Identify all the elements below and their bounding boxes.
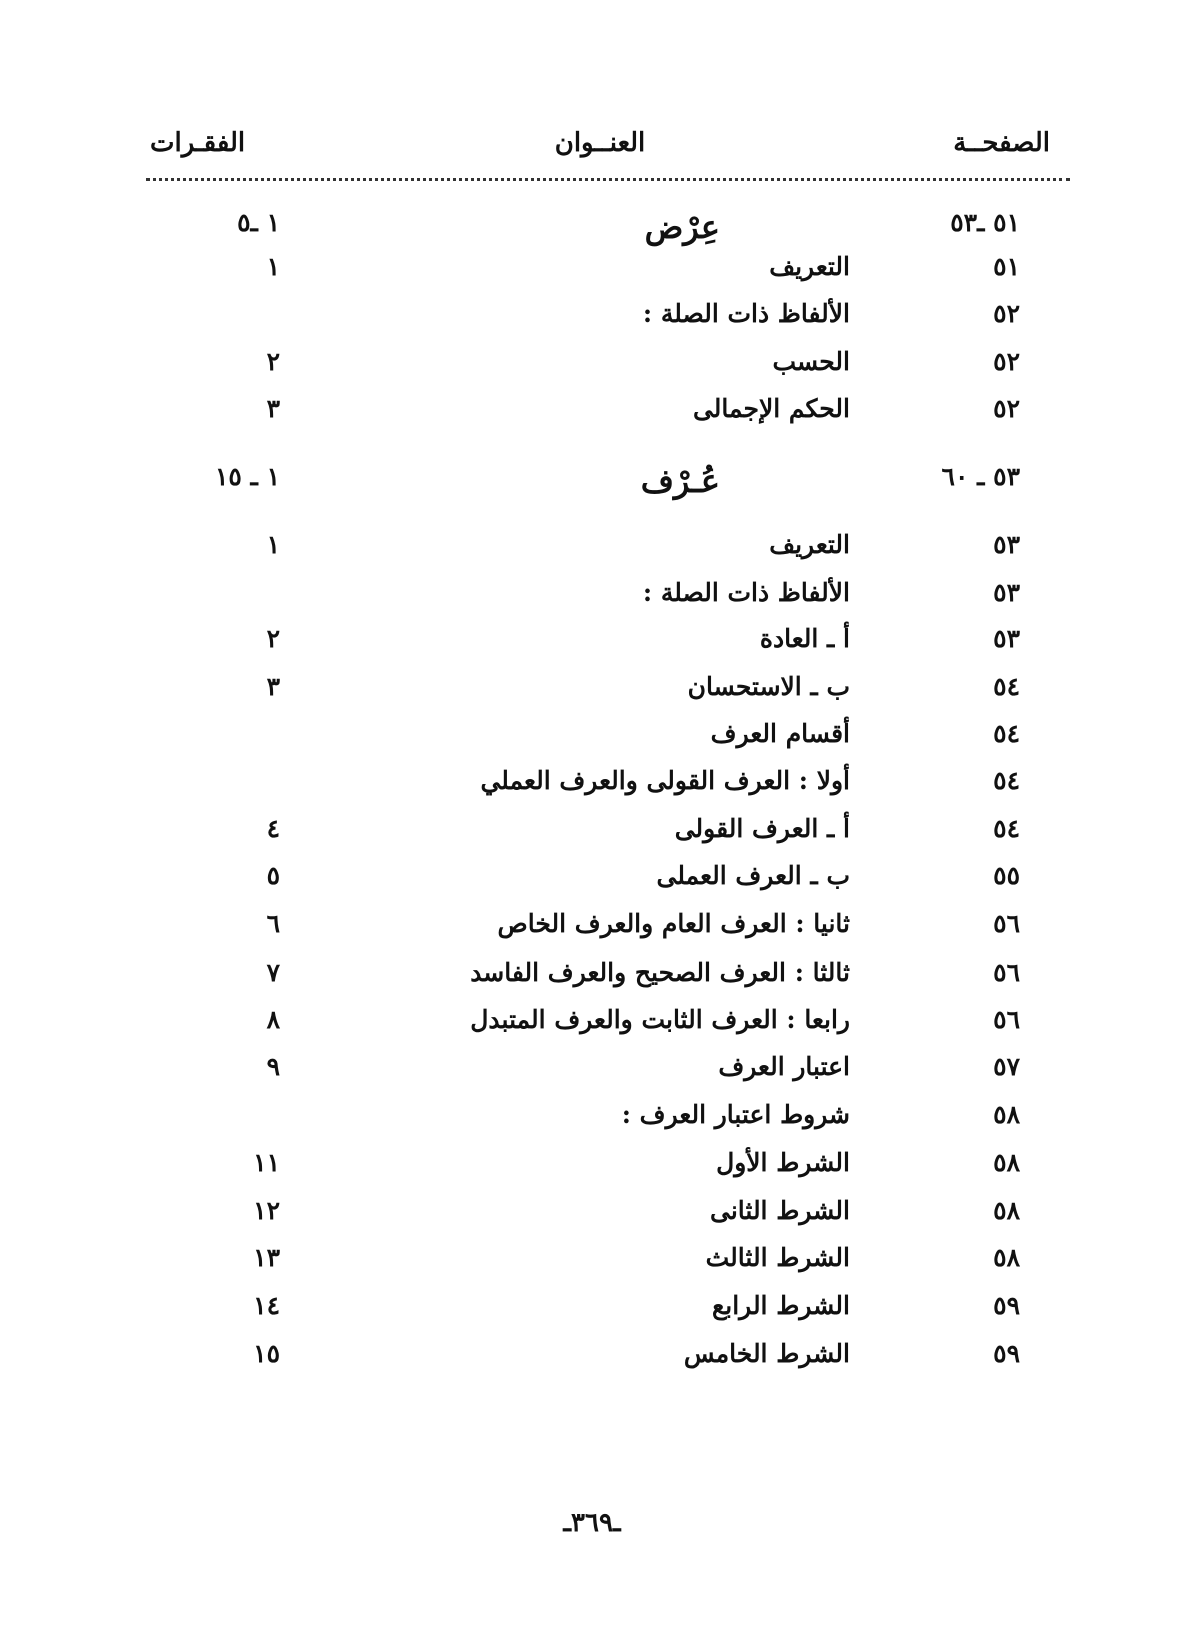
entry-page-number: ٥٦ bbox=[993, 958, 1020, 987]
entry-heading-row bbox=[150, 462, 1050, 506]
entry-row bbox=[150, 1005, 1050, 1049]
entry-paragraphs: ١٤ bbox=[253, 1291, 280, 1320]
entry-page-number: ٥٨ bbox=[993, 1148, 1020, 1177]
entry-title: رابعا : العرف الثابت والعرف المتبدل bbox=[470, 1005, 850, 1034]
entry-paragraphs: ١٣ bbox=[253, 1243, 280, 1272]
entry-page-number: ٥٤ bbox=[993, 814, 1020, 843]
entry-page-number: ٥٨ bbox=[993, 1100, 1020, 1129]
entry-page-number: ٥٦ bbox=[993, 909, 1020, 938]
entry-page-number: ٥٤ bbox=[993, 766, 1020, 795]
entry-title: الشرط الثالث bbox=[705, 1243, 850, 1272]
entry-page-number: ٥٦ bbox=[993, 1005, 1020, 1034]
entry-page-number: ٥٤ bbox=[993, 672, 1020, 701]
entry-row bbox=[150, 719, 1050, 763]
entry-row bbox=[150, 624, 1050, 668]
entry-paragraphs: ٢ bbox=[266, 347, 280, 376]
entry-row bbox=[150, 1339, 1050, 1383]
entry-row bbox=[150, 347, 1050, 391]
page-column-header: الصفحــة bbox=[953, 128, 1050, 158]
entry-paragraphs: ١ ـ ١٥ bbox=[214, 462, 280, 491]
entry-row bbox=[150, 578, 1050, 622]
entry-row bbox=[150, 909, 1050, 953]
entry-page-number: ٥٣ bbox=[993, 578, 1020, 607]
entry-title: الألفاظ ذات الصلة : bbox=[642, 578, 850, 607]
entry-paragraphs: ٣ bbox=[266, 394, 280, 423]
entry-title: أولا : العرف القولى والعرف العملي bbox=[480, 766, 850, 795]
entry-page-number: ٥٨ bbox=[993, 1196, 1020, 1225]
entry-row bbox=[150, 252, 1050, 296]
entry-title: أ ـ العادة bbox=[759, 624, 850, 653]
entry-title: اعتبار العرف bbox=[718, 1052, 850, 1081]
entry-row bbox=[150, 1052, 1050, 1096]
entry-title: الشرط الرابع bbox=[711, 1291, 850, 1320]
entry-paragraphs: ١١ bbox=[253, 1148, 280, 1177]
entry-page-number: ٥٢ bbox=[993, 394, 1020, 423]
entry-title: شروط اعتبار العرف : bbox=[621, 1100, 850, 1129]
entry-row bbox=[150, 672, 1050, 716]
entry-title: التعريف bbox=[769, 252, 850, 281]
entry-paragraphs: ٢ bbox=[266, 624, 280, 653]
entry-page-number: ٥٣ bbox=[993, 530, 1020, 559]
entry-title: الحكم الإجمالى bbox=[692, 394, 850, 423]
entry-paragraphs: ٩ bbox=[266, 1052, 280, 1081]
entry-paragraphs: ٨ bbox=[266, 1005, 280, 1034]
entry-row bbox=[150, 766, 1050, 810]
entry-page-number: ٥٣ ـ ٦٠ bbox=[941, 462, 1020, 491]
entry-title: ب ـ الاستحسان bbox=[687, 672, 850, 701]
entry-title: الألفاظ ذات الصلة : bbox=[642, 299, 850, 328]
title-column-header: العنــوان bbox=[554, 128, 646, 158]
entry-paragraphs: ٤ bbox=[266, 814, 280, 843]
entry-title: الشرط الخامس bbox=[683, 1339, 850, 1368]
entry-title: أقسام العرف bbox=[710, 719, 850, 748]
page-number: ـ٣٦٩ـ bbox=[563, 1508, 621, 1538]
entry-paragraphs: ١ ـ٥ bbox=[237, 208, 280, 237]
entry-page-number: ٥١ ـ٥٣ bbox=[950, 208, 1020, 237]
entry-title: ثانيا : العرف العام والعرف الخاص bbox=[497, 909, 850, 938]
entry-page-number: ٥١ bbox=[993, 252, 1020, 281]
entry-row bbox=[150, 1100, 1050, 1144]
entry-title: الحسب bbox=[772, 347, 850, 376]
entry-heading-title: عُـرْف bbox=[640, 462, 720, 500]
entry-title: التعريف bbox=[769, 530, 850, 559]
entry-row bbox=[150, 1243, 1050, 1287]
entry-page-number: ٥٣ bbox=[993, 624, 1020, 653]
entry-row bbox=[150, 299, 1050, 343]
entry-paragraphs: ١٢ bbox=[253, 1196, 280, 1225]
entry-paragraphs: ٣ bbox=[266, 672, 280, 701]
entry-page-number: ٥٧ bbox=[993, 1052, 1020, 1081]
entry-title: أ ـ العرف القولى bbox=[674, 814, 850, 843]
entry-page-number: ٥٥ bbox=[993, 861, 1020, 890]
entry-row bbox=[150, 958, 1050, 1002]
entry-page-number: ٥٩ bbox=[993, 1339, 1020, 1368]
entry-page-number: ٥٢ bbox=[993, 299, 1020, 328]
entry-page-number: ٥٨ bbox=[993, 1243, 1020, 1272]
entry-paragraphs: ٧ bbox=[266, 958, 280, 987]
entry-paragraphs: ١ bbox=[266, 252, 280, 281]
entry-page-number: ٥٢ bbox=[993, 347, 1020, 376]
entry-row bbox=[150, 1148, 1050, 1192]
entry-paragraphs: ١٥ bbox=[253, 1339, 280, 1368]
entry-page-number: ٥٩ bbox=[993, 1291, 1020, 1320]
entry-paragraphs: ١ bbox=[266, 530, 280, 559]
entry-paragraphs: ٥ bbox=[266, 861, 280, 890]
entry-title: ثالثا : العرف الصحيح والعرف الفاسد bbox=[470, 958, 850, 987]
entry-title: الشرط الأول bbox=[716, 1148, 850, 1177]
entry-heading-row bbox=[150, 208, 1050, 252]
entry-row bbox=[150, 1291, 1050, 1335]
entry-row bbox=[150, 394, 1050, 438]
entry-title: الشرط الثانى bbox=[709, 1196, 850, 1225]
entry-title: ب ـ العرف العملى bbox=[656, 861, 850, 890]
paragraphs-column-header: الفقـرات bbox=[150, 128, 246, 158]
entry-heading-title: عِرْض bbox=[644, 208, 720, 246]
entry-row bbox=[150, 814, 1050, 858]
entry-page-number: ٥٤ bbox=[993, 719, 1020, 748]
entry-row bbox=[150, 1196, 1050, 1240]
entry-row bbox=[150, 530, 1050, 574]
entry-row bbox=[150, 861, 1050, 905]
entry-paragraphs: ٦ bbox=[266, 909, 280, 938]
